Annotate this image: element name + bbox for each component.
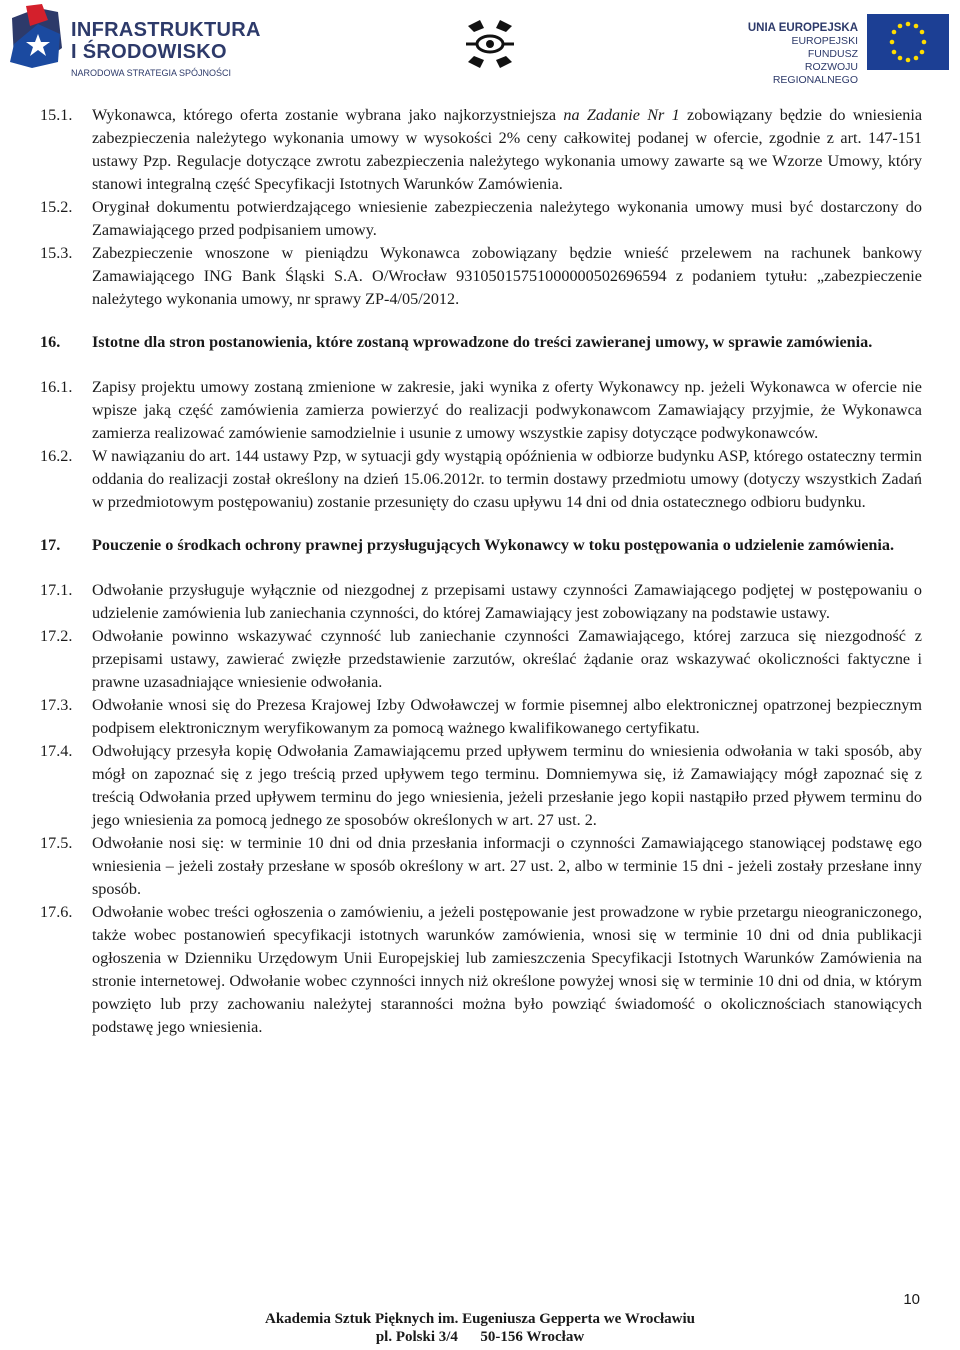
paragraph-17-3: [40, 694, 922, 740]
paragraph-15-3: [40, 242, 922, 311]
paragraph-text: Zabezpieczenie wnoszone w pieniądzu Wykonawca zobowiązany będzie wnieść przelewem na rachunek bankowy Zamawiającego ING Bank Śląski S.A. O/Wrocław 93105015751000000502696594 z podaniem tytułu: „zabezpieczenie należytego wykonania umowy, nr sprawy ZP-4/05/2012.: [92, 244, 922, 308]
logo-subtitle: NARODOWA STRATEGIA SPÓJNOŚCI: [71, 68, 232, 78]
paragraph-number: 15.1.: [40, 106, 73, 124]
paragraph-text-italic: na Zadanie Nr 1: [563, 106, 680, 124]
paragraph-15-2: [40, 196, 922, 242]
eu-line3: ROZWOJU REGIONALNEGO: [772, 61, 858, 86]
paragraph-17-2: [40, 625, 922, 694]
paragraph-number: 17.3.: [40, 696, 73, 714]
paragraph-text: Odwołanie wnosi się do Prezesa Krajowej Izby Odwoławczej w formie pisemnej albo elektronicznej opatrzonej bezpiecznym podpisem elektronicznym weryfikowanym za pomocą ważnego kwalifikowanego certyfikatu.: [92, 696, 922, 737]
paragraph-text: Zapisy projektu umowy zostaną zmienione w zakresie, jaki wynika z oferty Wykonawcy np. jeżeli Wykonawca w ofercie nie wpisze jaką część zamówienia zamierza powierzyć do realizacji podwykonawcom Zamawiający przyjmie, że Wykonawca zamierza realizować zamówienie samodzielnie i usunie z umowy wszystkie zapisy dotyczące podwykonawców.: [92, 378, 922, 442]
eu-line2: EUROPEJSKI FUNDUSZ: [791, 35, 858, 60]
section-title: Pouczenie o środkach ochrony prawnej przysługujących Wykonawcy w toku postępowania o udzielenie zamówienia.: [92, 536, 895, 554]
paragraph-number: 17.5.: [40, 834, 73, 852]
academy-emblem-icon: [462, 18, 518, 70]
eu-fund-logo: [746, 14, 952, 86]
paragraph-number: 17.6.: [40, 903, 73, 921]
section-17-heading: [40, 534, 922, 557]
eu-flag-icon: [867, 14, 949, 70]
logo-title-line2: I ŚRODOWISKO: [71, 41, 227, 63]
page-footer: [0, 1310, 960, 1346]
paragraph-17-4: [40, 740, 922, 832]
paragraph-text: Odwołanie przysługuje wyłącznie od niezgodnej z przepisami ustawy czynności Zamawiającego podjętej w postępowaniu o udzielenie zamówienia lub zaniechania czynności, do której Zamawiający jest zobowiązany na podstawie ustawy.: [92, 581, 922, 622]
paragraph-text: W nawiązaniu do art. 144 ustawy Pzp, w sytuacji gdy wystąpią opóźnienia w odbiorze budynku ASP, którego ostateczny termin oddania do realizacji został określony na dzień 15.06.2012r. to termin dostawy przedmiotu umowy (dotyczy wszystkich Zadań w przedmiotowym postępowaniu) zostanie przesunięty do czasu upływu 14 dni od dnia ostatecznego odbioru budynku.: [92, 447, 922, 511]
paragraph-number: 17.1.: [40, 581, 73, 599]
infrastruktura-srodowisko-logo: [8, 4, 261, 80]
academy-emblem: [462, 18, 518, 75]
paragraph-text: Oryginał dokumentu potwierdzającego wniesienie zabezpieczenia należytego wykonania umowy musi być dostarczony do Zamawiającego przed podpisaniem umowy.: [92, 198, 922, 239]
paragraph-text: Odwołanie powinno wskazywać czynność lub zaniechanie czynności Zamawiającego, której zarzuca się niezgodność z przepisami ustawy, zawierać zwięzłe przedstawienie zarzutów, określać żądanie oraz wskazywać okoliczności faktyczne i prawne uzasadniające wniesienie odwołania.: [92, 627, 922, 691]
paragraph-number: 16.1.: [40, 378, 73, 396]
nss-flag-icon: [8, 4, 66, 70]
paragraph-text: Odwołanie nosi się: w terminie 10 dni od dnia przesłania informacji o czynności Zamawiającego stanowiącej podstawę ego wniesienia – jeżeli zostały przesłane w sposób określony w art. 27 ust. 2, albo w terminie 15 dni - jeżeli zostały przesłane inny sposób.: [92, 834, 922, 898]
paragraph-number: 15.2.: [40, 198, 73, 216]
paragraph-16-2: [40, 445, 922, 514]
paragraph-text: Odwołujący przesyła kopię Odwołania Zamawiającemu przed upływem terminu do wniesienia odwołania w taki sposób, aby mógł on zapoznać się z jego treścią przed upływem tego terminu. Domniemywa się, iż Zamawiający mógł zapoznać się z treścią Odwołania przed upływem terminu do jego wniesienia, jeżeli przesłanie jego kopii nastąpiło przed pływem terminu do jego wniesienia za pomocą jednego ze sposobów określonych w art. 27 ust. 2.: [92, 742, 922, 829]
paragraph-number: 15.3.: [40, 244, 73, 262]
paragraph-number: 16.2.: [40, 447, 73, 465]
paragraph-17-5: [40, 832, 922, 901]
eu-line1: UNIA EUROPEJSKA: [747, 22, 858, 34]
paragraph-16-1: [40, 376, 922, 445]
page-number: 10: [903, 1291, 920, 1308]
paragraph-15-1: [40, 104, 922, 196]
paragraph-text: zobowiązany będzie do wniesienia zabezpieczenia należytego wykonania umowy w wysokości 2% ceny całkowitej podanej w ofercie, zgodnie z art. 147-151 ustawy Pzp. Regulacje dotyczące zwrotu zabezpieczenia należytego wykonania umowy zawarte są we Wzorze Umowy, który stanowi integralną część Specyfikacji Istotnych Warunków Zamówienia.: [92, 106, 923, 193]
page-header: [0, 0, 960, 90]
paragraph-number: 17.4.: [40, 742, 73, 760]
section-title: Istotne dla stron postanowienia, które zostaną wprowadzone do treści zawieranej umowy, w sprawie zamówienia.: [92, 333, 873, 351]
section-number: 17.: [40, 536, 61, 554]
footer-address: pl. Polski 3/4 50-156 Wrocław: [375, 1329, 585, 1345]
paragraph-17-6: [40, 901, 922, 1039]
paragraph-text: Odwołanie wobec treści ogłoszenia o zamówieniu, a jeżeli postępowanie jest prowadzone w rybie przetargu nieograniczonego, także wobec postanowień specyfikacji istotnych warunków zamówienia, wnosi się w terminie 10 dni od dnia publikacji ogłoszenia w Dzienniku Urzędowym Unii Europejskiej lub zamieszczenia Specyfikacji Istotnych Warunków Zamówienia na stronie internetowej. Odwołanie wobec czynności innych niż określone powyżej wnosi się w terminie 10 dni od dnia, w którym powzięto lub przy zachowaniu należytej staranności można było powziąć świadomość o okolicznościach stanowiących podstawę jego wniesienia.: [92, 903, 922, 1036]
paragraph-17-1: [40, 579, 922, 625]
section-16-heading: [40, 331, 922, 354]
paragraph-number: 17.2.: [40, 627, 73, 645]
paragraph-text: Wykonawca, którego oferta zostanie wybrana jako najkorzystniejsza: [92, 106, 564, 124]
document-body: [40, 104, 922, 1039]
footer-institution: Akademia Sztuk Pięknych im. Eugeniusza Gepperta we Wrocławiu: [264, 1311, 696, 1327]
section-number: 16.: [40, 333, 61, 351]
logo-title-line1: INFRASTRUKTURA: [71, 19, 261, 41]
